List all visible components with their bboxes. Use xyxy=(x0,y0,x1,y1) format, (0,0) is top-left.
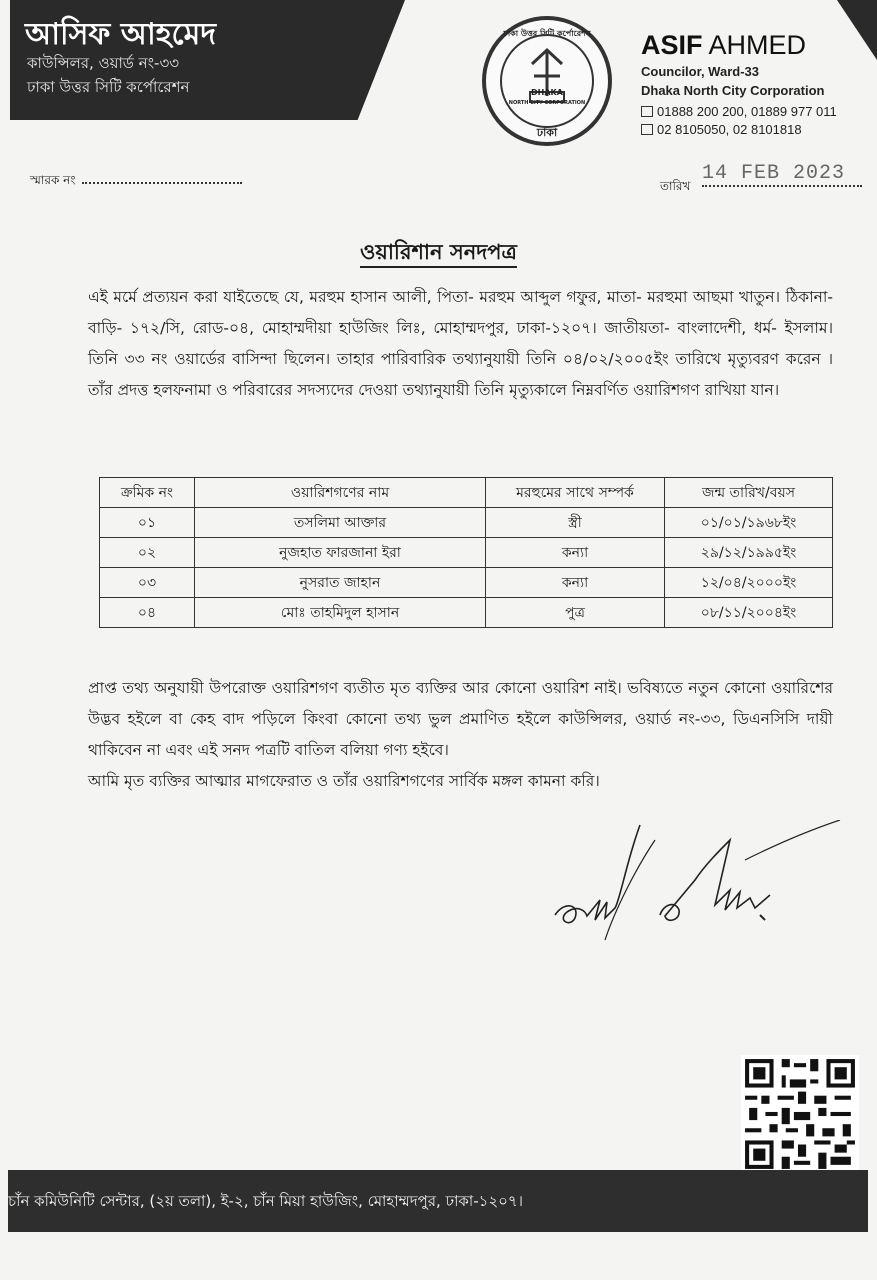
dncc-seal-logo xyxy=(482,16,612,146)
cell-serial: ০৩ xyxy=(100,568,195,598)
table-row xyxy=(100,598,833,628)
phone-numbers: 02 8105050, 02 8101818 xyxy=(641,122,802,137)
cell-relation: পুত্র xyxy=(486,598,665,628)
qr-code xyxy=(741,1055,859,1173)
telephone-icon xyxy=(641,124,653,135)
cell-relation: স্ত্রী xyxy=(486,508,665,538)
mobile-numbers: 01888 200 200, 01889 977 011 xyxy=(641,104,837,119)
header-corner-decoration xyxy=(837,0,877,60)
footer-bar xyxy=(8,1170,868,1232)
cell-serial: ০২ xyxy=(100,538,195,568)
seal-top-text: ঢাকা উত্তর সিটি কর্পোরেশন xyxy=(503,29,591,38)
cell-heir-name: মোঃ তাহমিদুল হাসান xyxy=(195,598,486,628)
seal-dhaka-text: DHAKA xyxy=(531,88,563,97)
cell-birth-date: ০৮/১১/২০০৪ইং xyxy=(665,598,833,628)
col-birth-date: জন্ম তারিখ/বয়স xyxy=(665,478,833,508)
cell-heir-name: নুসরাত জাহান xyxy=(195,568,486,598)
councilor-name-bn: আসিফ আহমেদ xyxy=(25,17,216,52)
cell-birth-date: ১২/০৪/২০০০ইং xyxy=(665,568,833,598)
cell-birth-date: ২৯/১২/১৯৯৫ইং xyxy=(665,538,833,568)
cell-serial: ০৪ xyxy=(100,598,195,628)
cell-serial: ০১ xyxy=(100,508,195,538)
councilor-role-bn: কাউন্সিলর, ওয়ার্ড নং-৩৩ xyxy=(27,54,179,72)
footer-address: চাঁন কমিউনিটি সেন্টার, (২য় তলা), ই-২, চাঁন মিয়া হাউজিং, মোহাম্মদপুর, ঢাকা-১২০৭। xyxy=(8,1192,524,1210)
seal-inner-ring xyxy=(500,34,594,128)
intro-paragraph: এই মর্মে প্রত্যয়ন করা যাইতেছে যে, মরহুম হাসান আলী, পিতা- মরহুম আব্দুল গফুর, মাতা- মরহুমা আছমা খাতুন। ঠিকানা- বাড়ি- ১৭২/সি, রোড-০৪, মোহাম্মদীয়া হাউজিং লিঃ, মোহাম্মদপুর, ঢাকা-১২০৭। জাতীয়তা- বাংলাদেশী, ধর্ম- ইসলাম। তিনি ৩৩ নং ওয়ার্ডের বাসিন্দা ছিলেন। তাহার পারিবারিক তথ্যানুযায়ী তিনি ০৪/০২/২০০৫ইং তারিখে মৃত্যুবরণ করেন । তাঁর প্রদত্ত হলফনামা ও পরিবারের সদস্যদের দেওয়া তথ্যানুযায়ী তিনি মৃত্যুকালে নিম্নবর্ণিত ওয়ারিশগণ রাখিয়া যান। xyxy=(88,288,833,399)
table-row xyxy=(100,508,833,538)
table-header-row xyxy=(100,478,833,508)
cell-birth-date: ০১/০১/১৯৬৮ইং xyxy=(665,508,833,538)
memo-number: স্মারক নং xyxy=(30,172,242,192)
councilor-signature xyxy=(545,820,845,960)
mobile-icon xyxy=(641,106,653,117)
wish-paragraph: আমি মৃত ব্যক্তির আত্মার মাগফেরাত ও তাঁর ওয়ারিশগণের সার্বিক মঙ্গল কামনা করি। xyxy=(88,772,600,790)
col-heir-name: ওয়ারিশগণের নাম xyxy=(195,478,486,508)
document-title: ওয়ারিশান সনদপত্র xyxy=(0,236,877,271)
cell-relation: কন্যা xyxy=(486,568,665,598)
seal-sub-text: NORTH CITY CORPORATION xyxy=(508,100,586,106)
date-stamp: 14 FEB 2023 xyxy=(702,162,862,187)
date-label: তারিখ xyxy=(660,179,691,193)
cell-heir-name: তসলিমা আক্তার xyxy=(195,508,486,538)
cell-relation: কন্যা xyxy=(486,538,665,568)
councilor-role-en: Councilor, Ward-33 xyxy=(641,64,759,79)
corporation-name-en: Dhaka North City Corporation xyxy=(641,83,825,98)
col-relation: মরহুমের সাথে সম্পর্ক xyxy=(486,478,665,508)
table-row xyxy=(100,538,833,568)
seal-emblem-icon xyxy=(502,36,592,126)
table-row xyxy=(100,568,833,598)
cell-heir-name: নুজহাত ফারজানা ইরা xyxy=(195,538,486,568)
closing-paragraph: প্রাপ্ত তথ্য অনুযায়ী উপরোক্ত ওয়ারিশগণ ব্যতীত মৃত ব্যক্তির আর কোনো ওয়ারিশ নাই। ভবিষ্যতে নতুন কোনো ওয়ারিশের উদ্ভব হইলে বা কেহ বাদ পড়িলে কিংবা কোনো তথ্য ভুল প্রমাণিত হইলে কাউন্সিলর, ওয়ার্ড নং-৩৩, ডিএনসিসি দায়ী থাকিবেন না এবং এই সনদ পত্রটি বাতিল বলিয়া গণ্য হইবে। xyxy=(88,679,833,759)
councilor-name-en: ASIF AHMED xyxy=(641,30,807,60)
seal-bottom-text: ঢাকা xyxy=(536,126,558,139)
col-serial: ক্রমিক নং xyxy=(100,478,195,508)
corporation-name-bn: ঢাকা উত্তর সিটি কর্পোরেশন xyxy=(27,78,190,96)
heirs-table xyxy=(99,477,833,628)
